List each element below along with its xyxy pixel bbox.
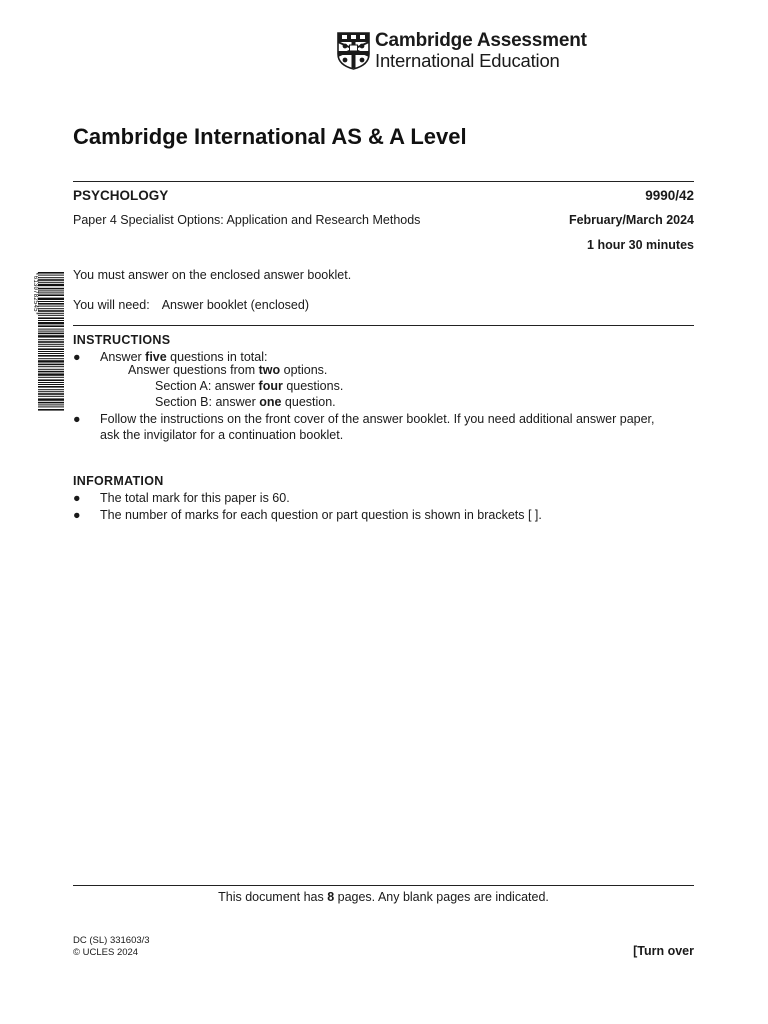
paper-code: 9990/42	[645, 188, 694, 203]
text-part: Section B: answer	[155, 395, 260, 409]
cambridge-crest-icon	[337, 32, 370, 70]
document-code-block	[73, 935, 150, 959]
subject-title: PSYCHOLOGY	[73, 188, 169, 203]
information-text: The total mark for this paper is 60.	[100, 491, 290, 505]
text-line: Follow the instructions on the front cover of the answer booklet. If you need additional answer paper,	[100, 412, 655, 426]
page-count-note	[73, 890, 694, 904]
cambridge-logo	[337, 31, 587, 71]
paper-title: Paper 4 Specialist Options: Application and Research Methods	[73, 213, 421, 227]
instructions-divider	[73, 325, 694, 326]
exam-session: February/March 2024	[568, 213, 694, 227]
logo-line-1: Cambridge Assessment	[375, 30, 587, 51]
text-line: ask the invigilator for a continuation booklet.	[100, 428, 344, 442]
materials-label: You will need:	[73, 298, 150, 312]
instruction-text	[100, 411, 700, 443]
header-divider	[73, 181, 694, 182]
text-emphasis: two	[258, 363, 281, 377]
text-part: questions.	[282, 379, 344, 393]
text-part: Answer questions from	[128, 363, 259, 377]
instruction-subitem	[155, 379, 343, 393]
bullet-icon: ●	[73, 412, 81, 426]
bullet-icon: ●	[73, 491, 81, 505]
instructions-heading: INSTRUCTIONS	[73, 333, 171, 347]
footer-divider	[73, 885, 694, 886]
page-count: 8	[327, 890, 335, 904]
answer-booklet-note: You must answer on the enclosed answer booklet.	[73, 268, 352, 282]
text-part: options.	[280, 363, 328, 377]
materials-value: Answer booklet (enclosed)	[161, 298, 309, 312]
copyright: © UCLES 2024	[73, 947, 139, 958]
barcode-bars	[38, 272, 64, 411]
text-part: Section A: answer	[155, 379, 259, 393]
instruction-subitem	[155, 395, 336, 409]
turn-over-label: [Turn over	[633, 944, 694, 958]
text-emphasis: five	[145, 350, 167, 364]
text-emphasis: one	[259, 395, 282, 409]
text-emphasis: four	[258, 379, 283, 393]
information-heading: INFORMATION	[73, 474, 164, 488]
text-part: question.	[281, 395, 336, 409]
barcode-digits: *6130782545*	[32, 272, 39, 316]
qualification-title: Cambridge International AS & A Level	[73, 124, 467, 149]
text-part: This document has	[218, 890, 328, 904]
bullet-icon: ●	[73, 350, 81, 364]
text-part: Answer	[100, 350, 146, 364]
instruction-subitem	[128, 363, 327, 377]
candidate-barcode	[30, 270, 64, 412]
document-code: DC (SL) 331603/3	[73, 935, 150, 946]
text-part: questions in total:	[166, 350, 268, 364]
logo-line-2: International Education	[375, 50, 560, 71]
exam-duration: 1 hour 30 minutes	[587, 238, 694, 252]
materials-needed	[73, 298, 309, 312]
information-text: The number of marks for each question or part question is shown in brackets [ ].	[100, 508, 542, 522]
bullet-icon: ●	[73, 508, 81, 522]
text-part: pages. Any blank pages are indicated.	[334, 890, 549, 904]
